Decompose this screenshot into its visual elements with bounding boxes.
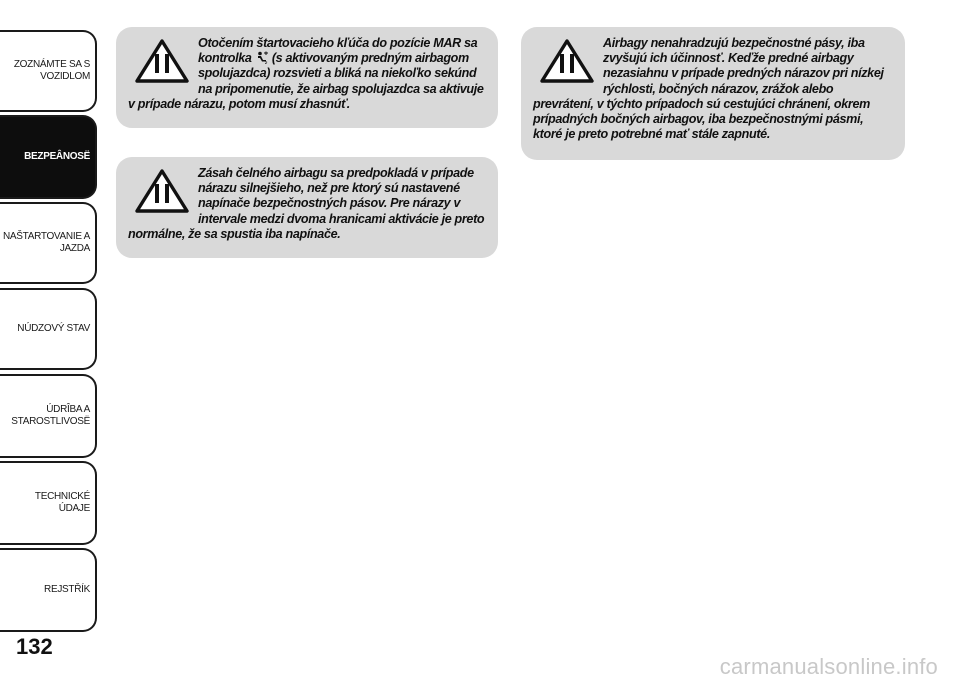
note-text: (s aktivovaným predným airbagom spolujazdca) rozsvieti a bliká na niekoľko sekúnd na pripomenutie, že airbag spolujazdca sa aktivuje v prípade nárazu, potom musí zhasnúť. (128, 51, 484, 111)
tab-udrzba-a-starostlivost[interactable] (0, 374, 97, 458)
tab-label: ÚDRÎBA A STAROSTLIVOSË (11, 404, 90, 427)
tab-label: NAŠTARTOVANIE A JAZDA (2, 231, 90, 254)
warning-triangle-icon (539, 38, 595, 84)
note-text: Zásah čelného airbagu sa predpokladá v prípade nárazu silnejšieho, než pre ktorý sú nastavené napínače bezpečnostných pásov. Pre nárazy v intervale medzi dvoma hranicami aktivácie je preto normálne, že sa spustia iba napínače. (128, 166, 485, 241)
tab-label: ZOZNÁMTE SA S VOZIDLOM (13, 59, 90, 82)
tab-label: BEZPEÂNOSË (24, 151, 90, 162)
tab-label: TECHNICKÉ ÚDAJE (34, 491, 90, 514)
airbag-off-icon (255, 51, 269, 64)
tab-nudzovy-stav[interactable] (0, 288, 97, 370)
warning-triangle-icon (134, 38, 190, 84)
tab-label: REJSTŘÍK (44, 584, 90, 595)
tab-bezpecnost[interactable] (0, 115, 97, 199)
warning-note-airbag-activation (116, 157, 498, 258)
warning-note-mar-airbag (116, 27, 498, 128)
page-number: 132 (16, 634, 53, 659)
note-text: Airbagy nenahradzujú bezpečnostné pásy, iba zvyšujú ich účinnosť. Keďže predné airbagy nezasiahnu v prípade predných nárazov pri nízkej rýchlosti, bočných nárazov, zrážok alebo prevrátení, v týchto prípadoch sú cestujúci chránení, okrem prípadných bočných airbagov, iba bezpečnostnými pásmi, ktoré je preto potrebné mať stále zapnuté. (533, 36, 884, 142)
tab-label: NÚDZOVÝ STAV (17, 323, 90, 334)
tab-nastartovanie-a-jazda[interactable] (0, 202, 97, 284)
watermark: carmanualsonline.info (719, 654, 938, 679)
tab-rejstrik[interactable] (0, 548, 97, 632)
tab-technicke-udaje[interactable] (0, 461, 97, 545)
tab-zoznamte-sa-s-vozidlom[interactable] (0, 30, 97, 112)
svg-text:2: 2 (264, 60, 267, 65)
note-text: Otočením štartovacieho kľúča do pozície MAR sa kontrolka (198, 36, 478, 66)
warning-triangle-icon (134, 168, 190, 214)
warning-note-airbags-seatbelts (521, 27, 905, 160)
